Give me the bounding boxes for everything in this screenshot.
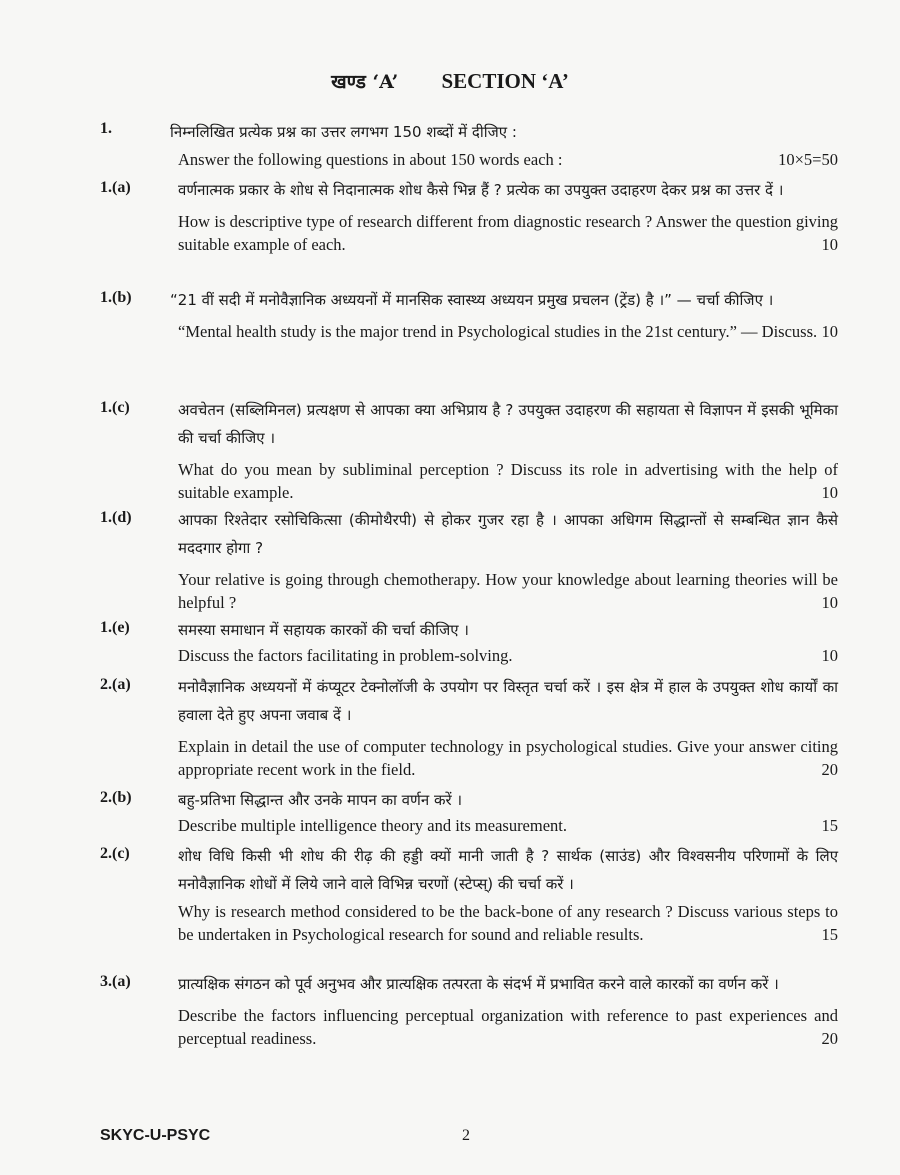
question-marks: 10: [821, 235, 838, 254]
question-text-hindi: बहु-प्रतिभा सिद्धान्त और उनके मापन का वर्णन करें ।: [178, 791, 463, 809]
page-number: 2: [462, 1127, 470, 1144]
question-text-english: [178, 1004, 838, 1050]
question-text-hindi: “21 वीं सदी में मनोवैज्ञानिक अध्ययनों में मानसिक स्वास्थ्य अध्ययन प्रमुख प्रचलन (ट्रेंड) है ।” — चर्चा कीजिए ।: [170, 291, 774, 309]
question-marks: 15: [821, 925, 838, 944]
section-heading-hindi: खण्ड ‘A’: [331, 71, 399, 93]
section-heading-english: SECTION ‘A’: [441, 69, 569, 93]
question-text-english: [178, 210, 838, 256]
question-text-english-body: Why is research method considered to be the back-bone of any research ? Discuss various steps to be undertaken in Psychological research for sound and reliable results.: [178, 902, 838, 944]
question-text-english-body: Describe the factors influencing perceptual organization with reference to past experiences and perceptual readiness.: [178, 1006, 838, 1048]
question-text-english-body: Your relative is going through chemotherapy. How your knowledge about learning theories will be helpful ?: [178, 570, 838, 612]
question-marks: 10: [821, 646, 838, 665]
question-text-hindi: आपका रिश्तेदार रसोचिकित्सा (कीमोथैरपी) से होकर गुजर रहा है । आपका अधिगम सिद्धान्तों से सम्बन्धित ज्ञान कैसे मददगार होगा ?: [178, 511, 838, 557]
question-text-english-body: Answer the following questions in about 150 words each :: [178, 150, 563, 169]
question-number: 2.(c): [100, 845, 130, 862]
question-marks: 15: [821, 816, 838, 835]
question-text-hindi: प्रात्यक्षिक संगठन को पूर्व अनुभव और प्रात्यक्षिक तत्परता के संदर्भ में प्रभावित करने वाले कारकों का वर्णन करें ।: [178, 975, 779, 993]
question-text-hindi: निम्नलिखित प्रत्येक प्रश्न का उत्तर लगभग 150 शब्दों में दीजिए :: [170, 123, 517, 141]
question-number: 1.: [100, 120, 112, 137]
question-number: 1.(a): [100, 179, 131, 196]
question-text-english-body: “Mental health study is the major trend in Psychological studies in the 21st century.” — Discuss.: [178, 322, 818, 341]
question-text-english-body: Discuss the factors facilitating in problem-solving.: [178, 646, 513, 665]
question-text-english: [178, 644, 838, 667]
question-text-hindi: शोध विधि किसी भी शोध की रीढ़ की हड्डी क्यों मानी जाती है ? सार्थक (साउंड) और विश्वसनीय परिणामों के लिए मनोवैज्ञानिक शोधों में लिये जाने वाले विभिन्न चरणों (स्टेप्स्) की चर्चा करें ।: [178, 847, 838, 893]
question-text-english-body: How is descriptive type of research different from diagnostic research ? Answer the question giving suitable example of each.: [178, 212, 838, 254]
paper-code: SKYC-U-PSYC: [100, 1127, 211, 1144]
question-number: 1.(b): [100, 289, 132, 306]
question-number: 2.(b): [100, 789, 132, 806]
question-text-hindi: अवचेतन (सब्लिमिनल) प्रत्यक्षण से आपका क्या अभिप्राय है ? उपयुक्त उदाहरण की सहायता से विज्ञापन में इसकी भूमिका की चर्चा कीजिए ।: [178, 401, 838, 447]
question-text-english-body: Describe multiple intelligence theory and its measurement.: [178, 816, 567, 835]
section-heading: [0, 68, 900, 94]
question-number: 1.(d): [100, 509, 132, 526]
question-number: 2.(a): [100, 676, 131, 693]
question-text-english: [178, 814, 838, 837]
question-marks: 10: [821, 483, 838, 502]
question-marks: 20: [821, 1029, 838, 1048]
question-marks: 20: [821, 760, 838, 779]
question-text-english-body: What do you mean by subliminal perception ? Discuss its role in advertising with the help of suitable example.: [178, 460, 838, 502]
question-text-english: [178, 320, 838, 343]
question-text-hindi: मनोवैज्ञानिक अध्ययनों में कंप्यूटर टेक्नोलॉजी के उपयोग पर विस्तृत चर्चा करें । इस क्षेत्र में हाल के उपयुक्त शोध कार्यों का हवाला देते हुए अपना जवाब दें ।: [178, 678, 838, 724]
question-text-english: [178, 148, 838, 171]
question-number: 1.(e): [100, 619, 130, 636]
question-text-english: [178, 735, 838, 781]
question-text-english: [178, 458, 838, 504]
question-text-english: [178, 568, 838, 614]
question-marks: 10: [821, 593, 838, 612]
question-marks: 10×5=50: [778, 150, 838, 169]
question-text-english-body: Explain in detail the use of computer technology in psychological studies. Give your answer citing appropriate recent work in the field.: [178, 737, 838, 779]
question-number: 1.(c): [100, 399, 130, 416]
question-text-hindi: समस्या समाधान में सहायक कारकों की चर्चा कीजिए ।: [178, 621, 469, 639]
question-marks: 10: [821, 322, 838, 341]
question-text-hindi: वर्णनात्मक प्रकार के शोध से निदानात्मक शोध कैसे भिन्न हैं ? प्रत्येक का उपयुक्त उदाहरण देकर प्रश्न का उत्तर दें ।: [178, 181, 784, 199]
question-text-english: [178, 900, 838, 946]
question-number: 3.(a): [100, 973, 131, 990]
